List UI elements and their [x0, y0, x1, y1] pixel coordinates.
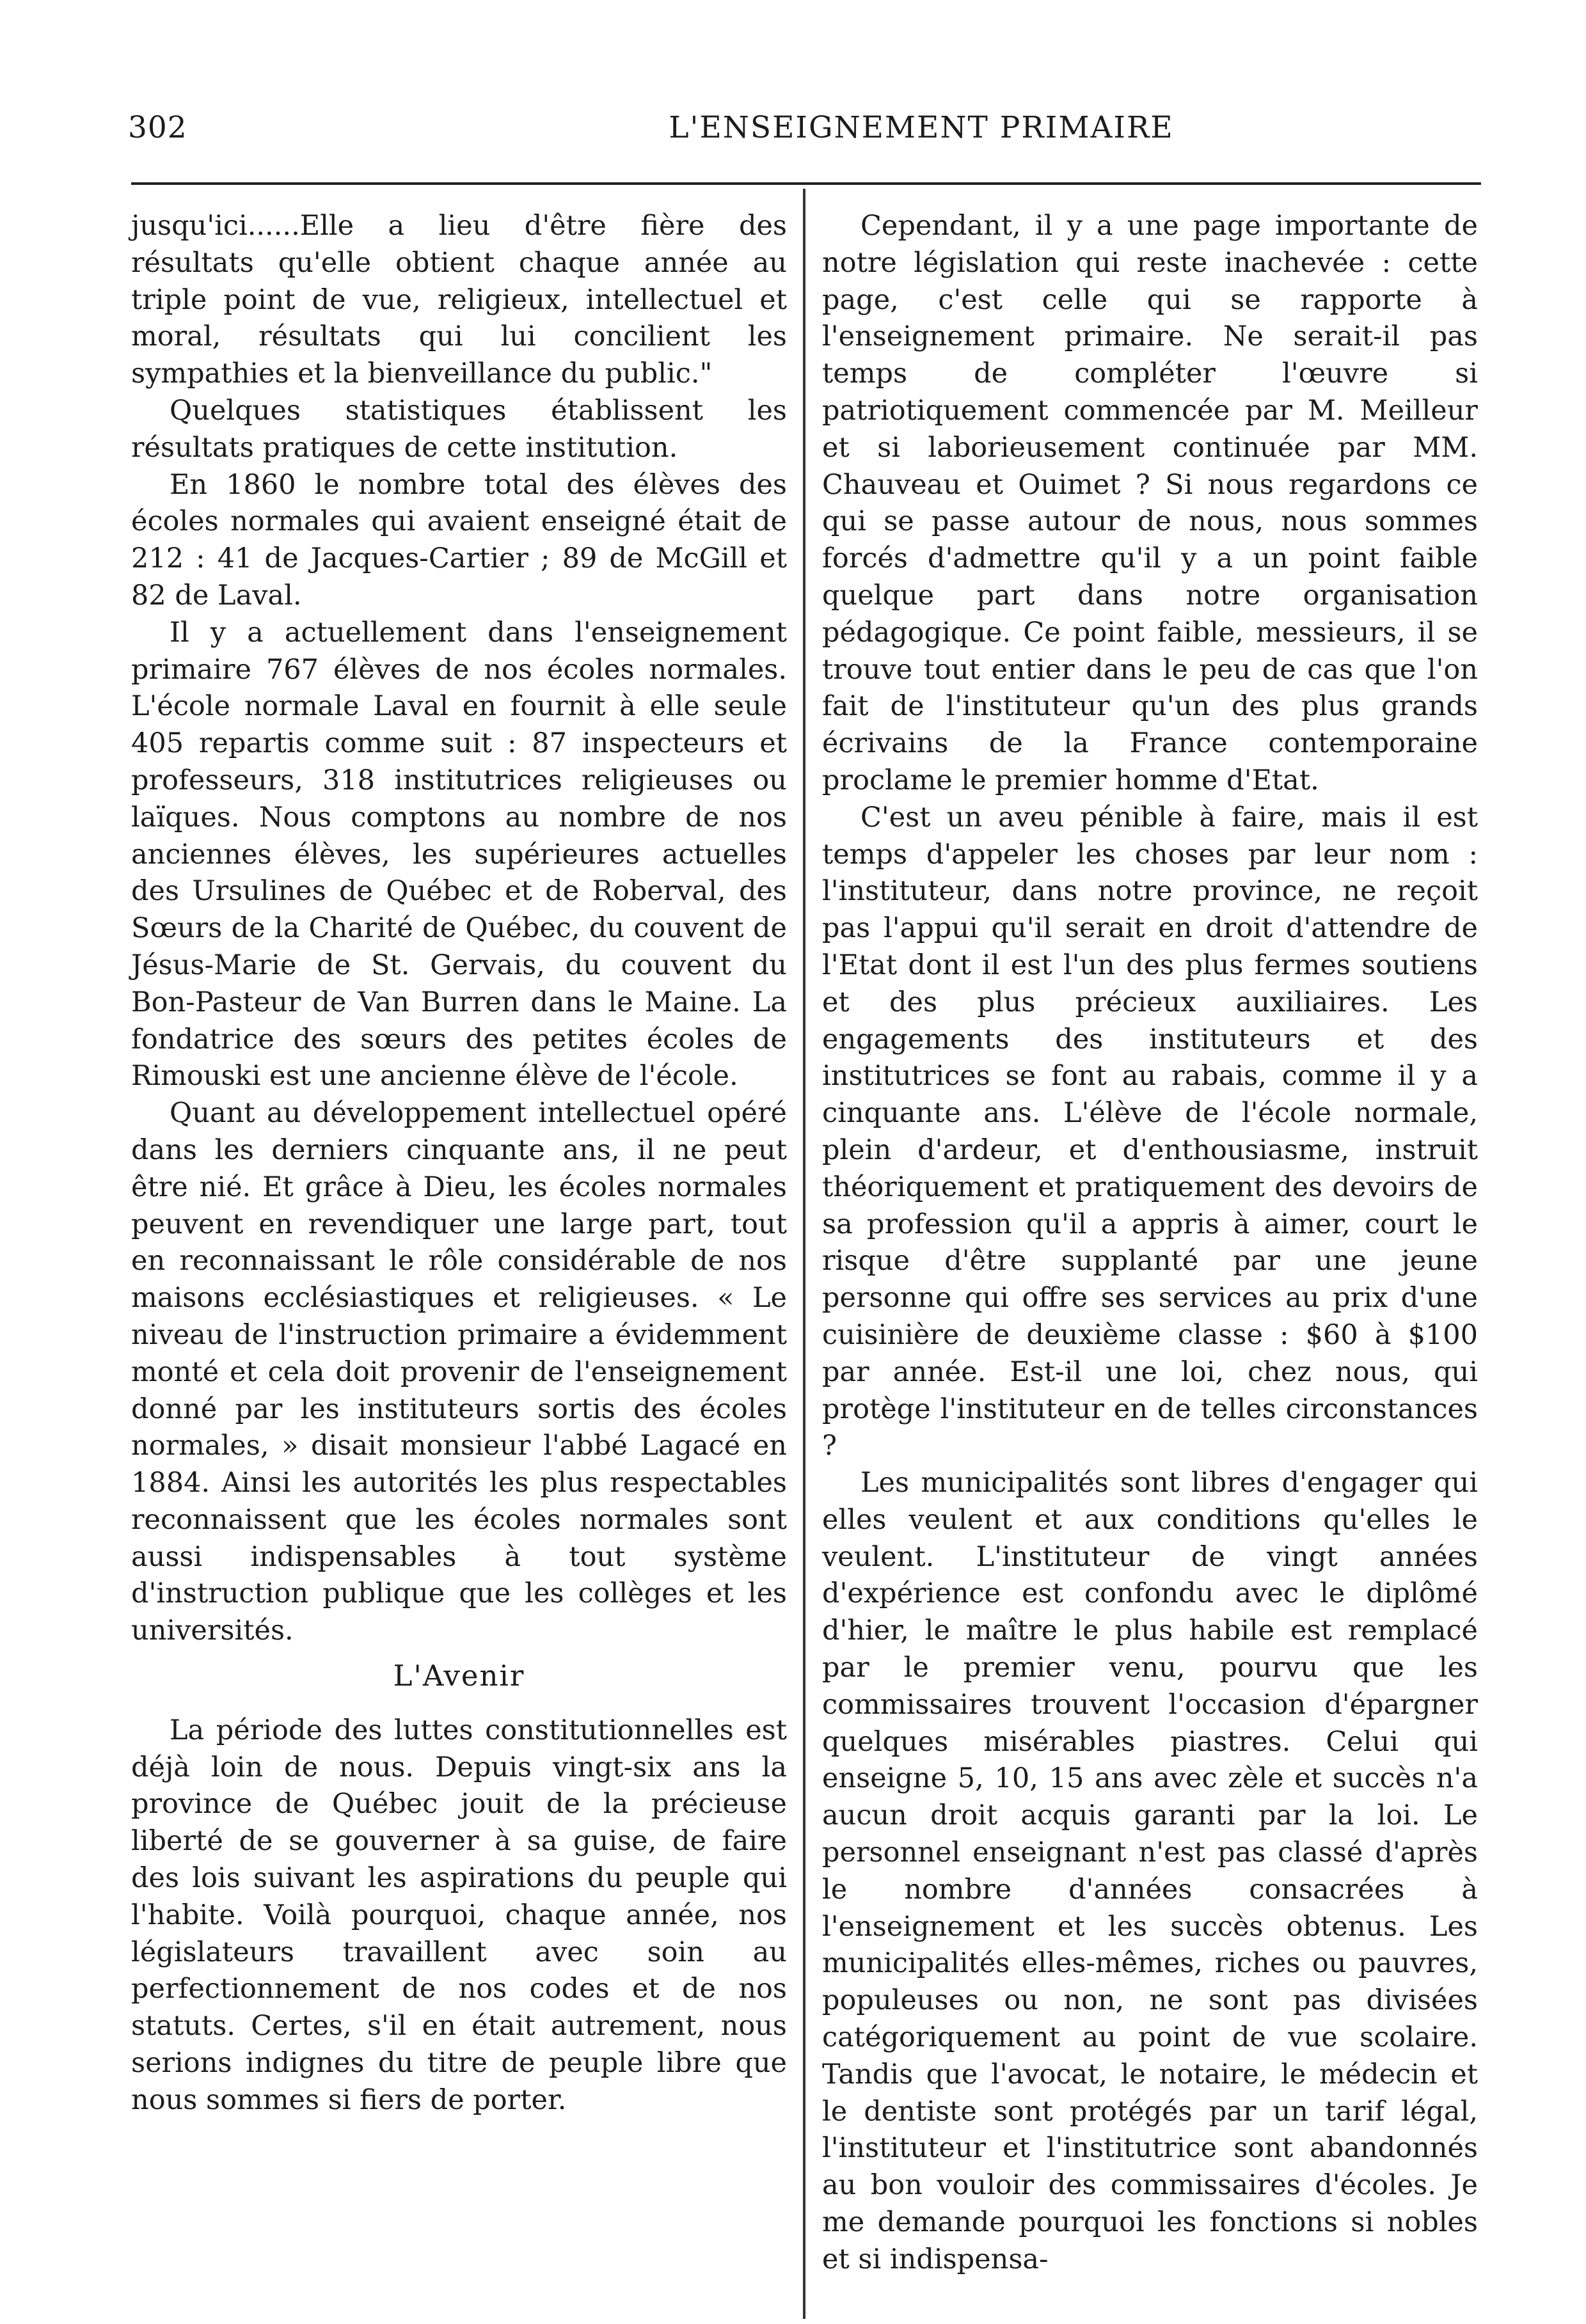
left-column — [131, 208, 787, 2119]
left-paragraph-1: jusqu'ici......Elle a lieu d'être fière des résultats qu'elle obtient chaque année au triple point de vue, religieux, intellectuel et moral, résultats qui lui concilient les sympathies et la bienveillance du public." — [131, 210, 787, 390]
left-paragraph-2: Quelques statistiques établissent les résultats pratiques de cette institution. — [131, 394, 787, 464]
page-number: 302 — [128, 110, 187, 145]
column-divider — [803, 189, 805, 2319]
running-title: L'ENSEIGNEMENT PRIMAIRE — [669, 110, 1174, 145]
header-rule — [131, 182, 1481, 185]
right-paragraph-3: Les municipalités sont libres d'engager qui elles veulent et aux conditions qu'elles le veulent. L'instituteur de vingt années d'expérience est confondu avec le diplômé d'hier, le maître le plus habile est remplacé par le premier venu, pourvu que les commissaires trouvent l'occasion d'épargner quelques misérables piastres. Celui qui enseigne 5, 10, 15 ans avec zèle et succès n'a aucun droit acquis garanti par la loi. Le personnel enseignant n'est pas classé d'après le nombre d'années consacrées à l'enseignement et les succès obtenus. Les municipalités elles-mêmes, riches ou pauvres, populeuses ou non, ne sont pas divisées catégoriquement au point de vue scolaire. Tandis que l'avocat, le notaire, le médecin et le dentiste sont protégés par un tarif légal, l'instituteur et l'institutrice sont abandonnés au bon vouloir des commissaires d'écoles. Je me demande pourquoi les fonctions si nobles et si indispensa- — [822, 1467, 1478, 2275]
left-paragraph-6: La période des luttes constitutionnelles est déjà loin de nous. Depuis vingt-six ans la province de Québec jouit de la précieuse liberté de se gouverner à sa guise, de faire des lois suivant les aspirations du peuple qui l'habite. Voilà pourquoi, chaque année, nos législateurs travaillent avec soin au perfectionnement de nos codes et de nos statuts. Certes, s'il en était autrement, nous serions indignes du titre de peuple libre que nous sommes si fiers de porter. — [131, 1714, 787, 2116]
right-column — [822, 208, 1478, 2279]
left-paragraph-5: Quant au développement intellectuel opéré dans les derniers cinquante ans, il ne peut être nié. Et grâce à Dieu, les écoles normales peuvent en revendiquer une large part, tout en reconnaissant le rôle considérable de nos maisons ecclésiastiques et religieuses. « Le niveau de l'instruction primaire a évidemment monté et cela doit provenir de l'enseignement donné par les instituteurs sortis des écoles normales, » disait monsieur l'abbé Lagacé en 1884. Ainsi les autorités les plus respectables reconnaissent que les écoles normales sont aussi indispensables à tout système d'instruction publique que les collèges et les universités. — [131, 1097, 787, 1647]
right-paragraph-1: Cependant, il y a une page importante de notre législation qui reste inachevée : cette page, c'est celle qui se rapporte à l'enseignement primaire. Ne serait-il pas temps de compléter l'œuvre si patriotiquement commencée par M. Meilleur et si laborieusement continuée par MM. Chauveau et Ouimet ? Si nous regardons ce qui se passe autour de nous, nous sommes forcés d'admettre qu'il y a un point faible quelque part dans notre organisation pédagogique. Ce point faible, messieurs, il se trouve tout entier dans le peu de cas que l'on fait de l'instituteur qu'un des plus grands écrivains de la France contemporaine proclame le premier homme d'Etat. — [822, 210, 1478, 796]
section-heading: L'Avenir — [393, 1659, 525, 1693]
left-paragraph-4: Il y a actuellement dans l'enseignement primaire 767 élèves de nos écoles normales. L'école normale Laval en fournit à elle seule 405 repartis comme suit : 87 inspecteurs et professeurs, 318 institutrices religieuses ou laïques. Nous comptons au nombre de nos anciennes élèves, les supérieures actuelles des Ursulines de Québec et de Roberval, des Sœurs de la Charité de Québec, du couvent de Jésus-Marie de St. Gervais, du couvent du Bon-Pasteur de Van Burren dans le Maine. La fondatrice des sœurs des petites écoles de Rimouski est une ancienne élève de l'école. — [131, 616, 787, 1093]
left-paragraph-3: En 1860 le nombre total des élèves des écoles normales qui avaient enseigné était de 212 : 41 de Jacques-Cartier ; 89 de McGill et 82 de Laval. — [131, 468, 787, 612]
right-paragraph-2: C'est un aveu pénible à faire, mais il est temps d'appeler les choses par leur nom : l'instituteur, dans notre province, ne reçoit pas l'appui qu'il serait en droit d'attendre de l'Etat dont il est l'un des plus fermes soutiens et des plus précieux auxiliaires. Les engagements des instituteurs et des institutrices se font au rabais, comme il y a cinquante ans. L'élève de l'école normale, plein d'ardeur, et d'enthousiasme, instruit théoriquement et pratiquement des devoirs de sa profession qu'il a appris à aimer, court le risque d'être supplanté par une jeune personne qui offre ses services au prix d'une cuisinière de deuxième classe : $60 à $100 par année. Est-il une loi, chez nous, qui protège l'instituteur en de telles circonstances ? — [822, 801, 1478, 1462]
